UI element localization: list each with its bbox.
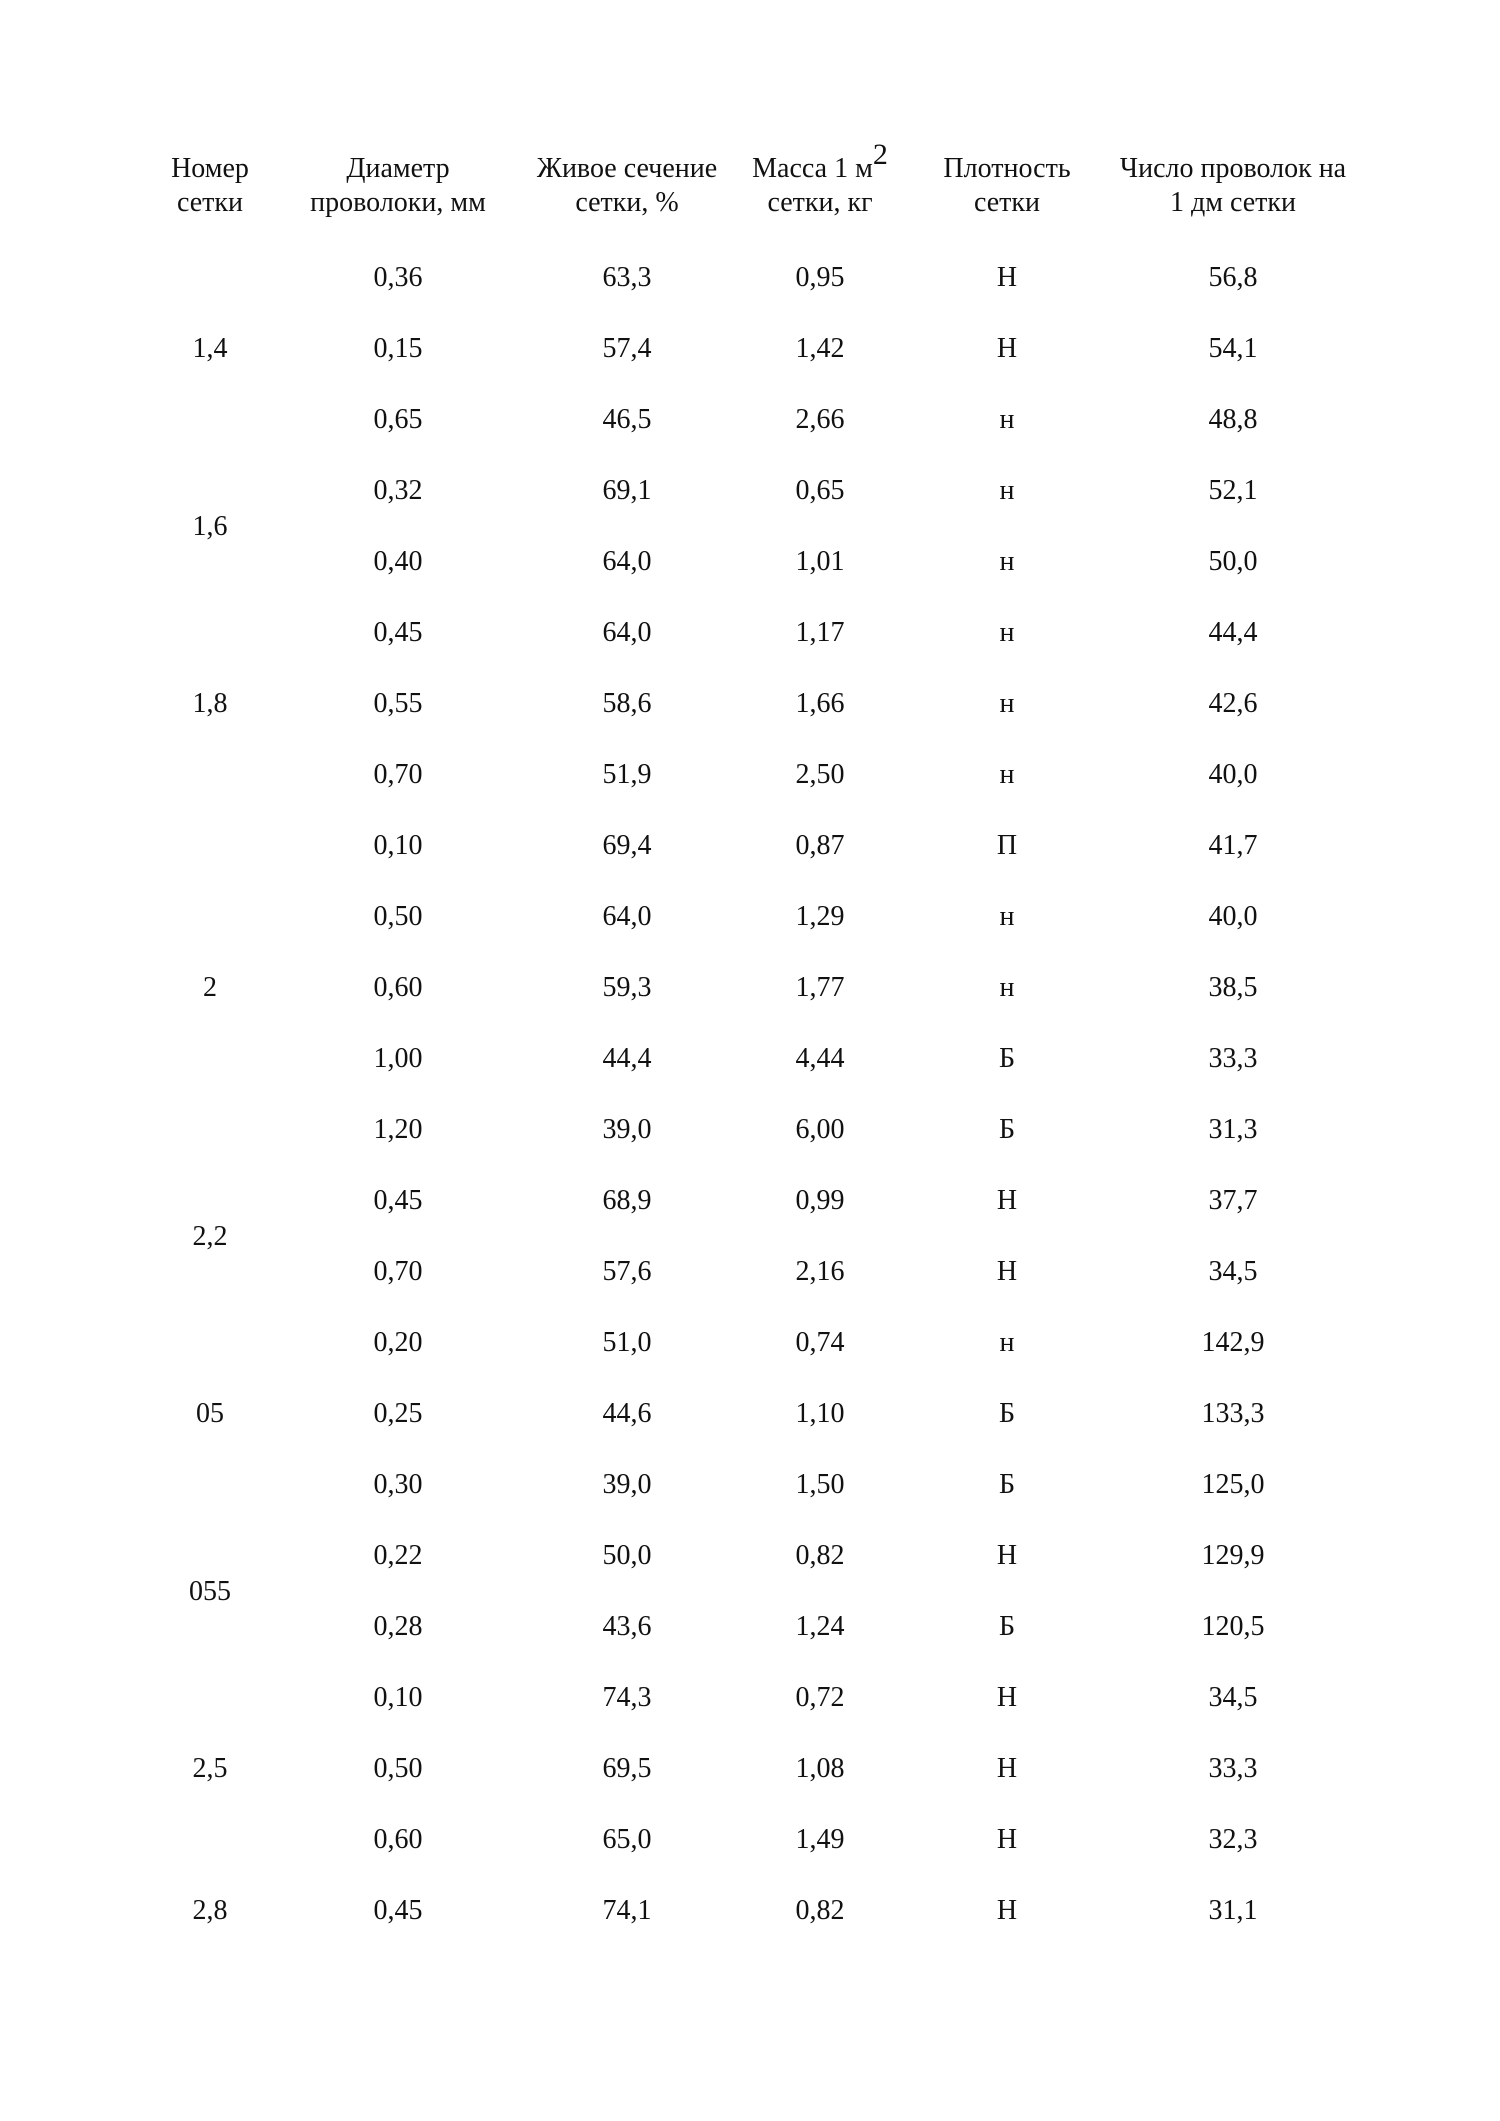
cell-wire-diameter: 0,10 <box>373 1682 423 1713</box>
cell-mass: 1,42 <box>795 333 845 364</box>
cell-wire-diameter: 0,50 <box>373 1753 423 1784</box>
cell-mass: 1,08 <box>795 1753 845 1784</box>
cell-mesh-number: 2 <box>203 972 217 1003</box>
cell-wires-count: 42,6 <box>1208 688 1258 719</box>
cell-open-area: 44,4 <box>602 1043 652 1074</box>
cell-wire-diameter: 0,55 <box>373 688 423 719</box>
table-row <box>0 1678 1500 1718</box>
cell-open-area: 74,1 <box>602 1895 652 1926</box>
cell-density: н <box>999 404 1015 435</box>
cell-mesh-number: 2,5 <box>192 1753 228 1784</box>
cell-open-area: 57,4 <box>602 333 652 364</box>
cell-wire-diameter: 0,36 <box>373 262 423 293</box>
cell-mass: 0,95 <box>795 262 845 293</box>
cell-wire-diameter: 0,45 <box>373 617 423 648</box>
cell-wire-diameter: 0,40 <box>373 546 423 577</box>
cell-mass: 4,44 <box>795 1043 845 1074</box>
cell-wire-diameter: 0,32 <box>373 475 423 506</box>
cell-wire-diameter: 0,60 <box>373 972 423 1003</box>
table-row <box>0 1110 1500 1150</box>
table-row <box>0 1607 1500 1647</box>
table-row <box>0 968 1500 1008</box>
cell-density: Н <box>996 1256 1018 1287</box>
cell-open-area: 69,5 <box>602 1753 652 1784</box>
cell-open-area: 63,3 <box>602 262 652 293</box>
cell-mass: 1,50 <box>795 1469 845 1500</box>
cell-wires-count: 41,7 <box>1208 830 1258 861</box>
cell-mesh-number: 1,8 <box>192 688 228 719</box>
cell-wire-diameter: 0,65 <box>373 404 423 435</box>
header-mass-prefix: Масса 1 м <box>752 153 873 184</box>
cell-wire-diameter: 1,20 <box>373 1114 423 1145</box>
cell-mass: 0,65 <box>795 475 845 506</box>
header-density: Плотность сетки <box>943 153 1071 218</box>
table-row <box>0 613 1500 653</box>
cell-density: н <box>999 1327 1015 1358</box>
cell-density: н <box>999 972 1015 1003</box>
cell-mass: 0,99 <box>795 1185 845 1216</box>
cell-wires-count: 125,0 <box>1201 1469 1265 1500</box>
cell-density: Н <box>996 1185 1018 1216</box>
cell-wire-diameter: 1,00 <box>373 1043 423 1074</box>
cell-mesh-number: 2,2 <box>192 1220 228 1252</box>
header-mesh-number: Номер сетки <box>171 153 249 218</box>
cell-open-area: 50,0 <box>602 1540 652 1571</box>
cell-wire-diameter: 0,45 <box>373 1895 423 1926</box>
cell-open-area: 51,9 <box>602 759 652 790</box>
cell-open-area: 69,1 <box>602 475 652 506</box>
cell-mass: 1,49 <box>795 1824 845 1855</box>
cell-density: П <box>996 830 1018 861</box>
header-mass-suffix: сетки, кг <box>767 187 873 218</box>
cell-density: н <box>999 546 1015 577</box>
cell-wire-diameter: 0,50 <box>373 901 423 932</box>
table-row <box>0 826 1500 866</box>
cell-wires-count: 129,9 <box>1201 1540 1265 1571</box>
cell-wires-count: 31,1 <box>1208 1895 1258 1926</box>
cell-density: Б <box>998 1043 1016 1074</box>
table-row <box>0 1820 1500 1860</box>
cell-wires-count: 31,3 <box>1208 1114 1258 1145</box>
cell-density: Н <box>996 1824 1018 1855</box>
cell-open-area: 64,0 <box>602 901 652 932</box>
cell-wires-count: 33,3 <box>1208 1753 1258 1784</box>
cell-open-area: 57,6 <box>602 1256 652 1287</box>
cell-wire-diameter: 0,10 <box>373 830 423 861</box>
cell-mesh-number: 2,8 <box>192 1895 228 1926</box>
cell-density: Б <box>998 1469 1016 1500</box>
cell-wire-diameter: 0,70 <box>373 759 423 790</box>
cell-wires-count: 34,5 <box>1208 1256 1258 1287</box>
cell-density: Н <box>996 262 1018 293</box>
table-row <box>0 1252 1500 1292</box>
table-row <box>0 258 1500 298</box>
cell-mass: 1,29 <box>795 901 845 932</box>
cell-mass: 1,66 <box>795 688 845 719</box>
cell-mass: 1,01 <box>795 546 845 577</box>
cell-mass: 1,24 <box>795 1611 845 1642</box>
cell-wire-diameter: 0,60 <box>373 1824 423 1855</box>
cell-wire-diameter: 0,25 <box>373 1398 423 1429</box>
cell-density: н <box>999 759 1015 790</box>
cell-mass: 0,72 <box>795 1682 845 1713</box>
cell-density: Б <box>998 1114 1016 1145</box>
cell-wires-count: 133,3 <box>1201 1398 1265 1429</box>
cell-mesh-number: 1,6 <box>192 510 228 542</box>
cell-mass: 1,77 <box>795 972 845 1003</box>
cell-wire-diameter: 0,20 <box>373 1327 423 1358</box>
cell-wires-count: 33,3 <box>1208 1043 1258 1074</box>
header-open-area: Живое сечение сетки, % <box>536 153 718 218</box>
cell-density: Б <box>998 1611 1016 1642</box>
table-row <box>0 1536 1500 1576</box>
cell-density: Н <box>996 1895 1018 1926</box>
cell-wire-diameter: 0,30 <box>373 1469 423 1500</box>
cell-mass: 6,00 <box>795 1114 845 1145</box>
cell-open-area: 51,0 <box>602 1327 652 1358</box>
header-mass-sup: 2 <box>872 137 888 171</box>
cell-open-area: 64,0 <box>602 617 652 648</box>
cell-wire-diameter: 0,15 <box>373 333 423 364</box>
cell-wires-count: 32,3 <box>1208 1824 1258 1855</box>
cell-density: н <box>999 475 1015 506</box>
cell-wire-diameter: 0,70 <box>373 1256 423 1287</box>
cell-wires-count: 44,4 <box>1208 617 1258 648</box>
table-row <box>0 1394 1500 1434</box>
cell-open-area: 44,6 <box>602 1398 652 1429</box>
cell-mass: 0,82 <box>795 1540 845 1571</box>
cell-mass: 2,66 <box>795 404 845 435</box>
table-row <box>0 1039 1500 1079</box>
cell-mass: 0,87 <box>795 830 845 861</box>
cell-wires-count: 40,0 <box>1208 901 1258 932</box>
cell-mass: 2,16 <box>795 1256 845 1287</box>
cell-density: Н <box>996 1753 1018 1784</box>
table-row <box>0 1465 1500 1505</box>
cell-open-area: 39,0 <box>602 1469 652 1500</box>
cell-wires-count: 34,5 <box>1208 1682 1258 1713</box>
cell-wires-count: 40,0 <box>1208 759 1258 790</box>
cell-density: Н <box>996 333 1018 364</box>
cell-mass: 0,74 <box>795 1327 845 1358</box>
cell-open-area: 68,9 <box>602 1185 652 1216</box>
table-row <box>0 400 1500 440</box>
cell-density: н <box>999 901 1015 932</box>
cell-density: Б <box>998 1398 1016 1429</box>
cell-mesh-number: 055 <box>189 1575 231 1607</box>
cell-mass: 2,50 <box>795 759 845 790</box>
cell-open-area: 64,0 <box>602 546 652 577</box>
cell-wires-count: 48,8 <box>1208 404 1258 435</box>
cell-wires-count: 50,0 <box>1208 546 1258 577</box>
header-wires-count: Число проволок на 1 дм сетки <box>1119 153 1347 218</box>
table-row <box>0 471 1500 511</box>
cell-density: Н <box>996 1540 1018 1571</box>
cell-open-area: 65,0 <box>602 1824 652 1855</box>
cell-wires-count: 142,9 <box>1201 1327 1265 1358</box>
table-row <box>0 1181 1500 1221</box>
cell-wires-count: 37,7 <box>1208 1185 1258 1216</box>
cell-wire-diameter: 0,28 <box>373 1611 423 1642</box>
table-row <box>0 755 1500 795</box>
cell-density: н <box>999 617 1015 648</box>
cell-open-area: 74,3 <box>602 1682 652 1713</box>
cell-wires-count: 52,1 <box>1208 475 1258 506</box>
cell-wire-diameter: 0,22 <box>373 1540 423 1571</box>
cell-density: Н <box>996 1682 1018 1713</box>
cell-wires-count: 54,1 <box>1208 333 1258 364</box>
cell-wires-count: 38,5 <box>1208 972 1258 1003</box>
cell-open-area: 46,5 <box>602 404 652 435</box>
cell-open-area: 43,6 <box>602 1611 652 1642</box>
table-row <box>0 897 1500 937</box>
cell-open-area: 69,4 <box>602 830 652 861</box>
cell-mass: 1,17 <box>795 617 845 648</box>
cell-mesh-number: 1,4 <box>192 333 228 364</box>
cell-wire-diameter: 0,45 <box>373 1185 423 1216</box>
cell-open-area: 59,3 <box>602 972 652 1003</box>
header-mass <box>752 137 888 220</box>
cell-mass: 0,82 <box>795 1895 845 1926</box>
cell-open-area: 58,6 <box>602 688 652 719</box>
cell-mesh-number: 05 <box>196 1398 224 1429</box>
cell-open-area: 39,0 <box>602 1114 652 1145</box>
table-row <box>0 1323 1500 1363</box>
cell-wires-count: 120,5 <box>1201 1611 1265 1642</box>
cell-density: н <box>999 688 1015 719</box>
table-row <box>0 542 1500 582</box>
header-wire-diameter: Диаметр проволоки, мм <box>310 153 486 218</box>
cell-mass: 1,10 <box>795 1398 845 1429</box>
table-header <box>0 137 1500 232</box>
cell-wires-count: 56,8 <box>1208 262 1258 293</box>
